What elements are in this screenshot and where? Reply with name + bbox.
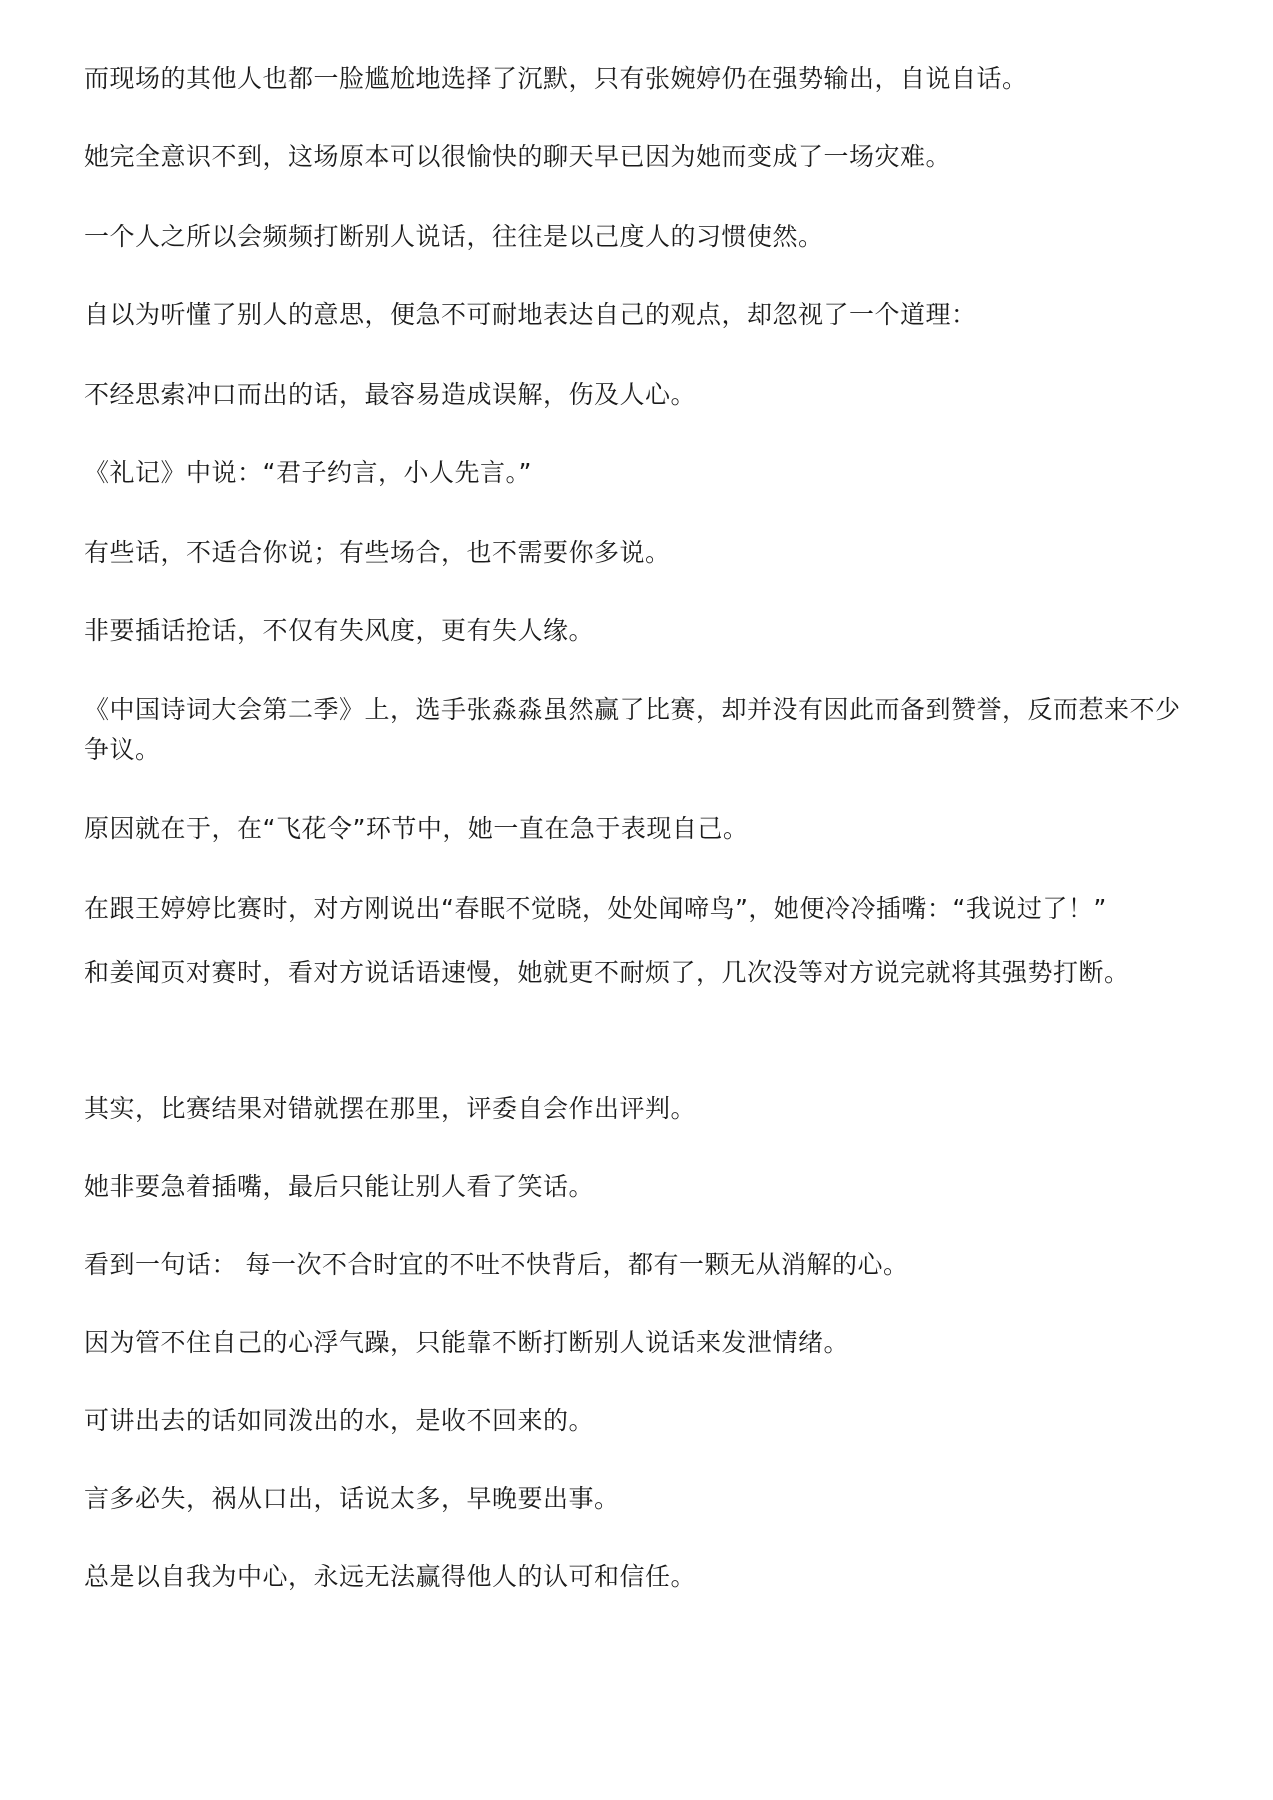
paragraph-19: 总是以自我为中心，永远无法赢得他人的认可和信任。 — [84, 1562, 697, 1591]
paragraph-8: 非要插话抢话，不仅有失风度，更有失人缘。 — [84, 616, 595, 645]
paragraph-6: 《礼记》中说：“君子约言，小人先言。” — [84, 458, 532, 487]
paragraph-1: 而现场的其他人也都一脸尴尬地选择了沉默，只有张婉婷仍在强势输出，自说自话。 — [84, 64, 1028, 93]
paragraph-13: 其实，比赛结果对错就摆在那里，评委自会作出评判。 — [84, 1094, 697, 1123]
paragraph-10: 原因就在于，在“飞花令”环节中，她一直在急于表现自己。 — [84, 814, 749, 843]
paragraph-17: 可讲出去的话如同泼出的水，是收不回来的。 — [84, 1406, 595, 1435]
paragraph-5: 不经思索冲口而出的话，最容易造成误解，伤及人心。 — [84, 380, 697, 409]
paragraph-2: 她完全意识不到，这场原本可以很愉快的聊天早已因为她而变成了一场灾难。 — [84, 142, 952, 171]
paragraph-18: 言多必失，祸从口出，话说太多，早晚要出事。 — [84, 1484, 620, 1513]
paragraph-15: 看到一句话： 每一次不合时宜的不吐不快背后，都有一颗无从消解的心。 — [84, 1250, 909, 1279]
paragraph-12: 和姜闻页对赛时，看对方说话语速慢，她就更不耐烦了，几次没等对方说完就将其强势打断。 — [84, 958, 1130, 987]
paragraph-11: 在跟王婷婷比赛时，对方刚说出“春眠不觉晓，处处闻啼鸟”，她便冷冷插嘴：“我说过了！” — [84, 894, 1107, 923]
paragraph-3: 一个人之所以会频频打断别人说话，往往是以己度人的习惯使然。 — [84, 222, 824, 251]
paragraph-16: 因为管不住自己的心浮气躁，只能靠不断打断别人说话来发泄情绪。 — [84, 1328, 850, 1357]
paragraph-9: 《中国诗词大会第二季》上，选手张淼淼虽然赢了比赛，却并没有因此而备到赞誉，反而惹来不少争议。 — [84, 695, 1181, 764]
paragraph-14: 她非要急着插嘴，最后只能让别人看了笑话。 — [84, 1172, 595, 1201]
paragraph-4: 自以为听懂了别人的意思，便急不可耐地表达自己的观点，却忽视了一个道理： — [84, 300, 977, 329]
paragraph-7: 有些话，不适合你说；有些场合，也不需要你多说。 — [84, 538, 671, 567]
